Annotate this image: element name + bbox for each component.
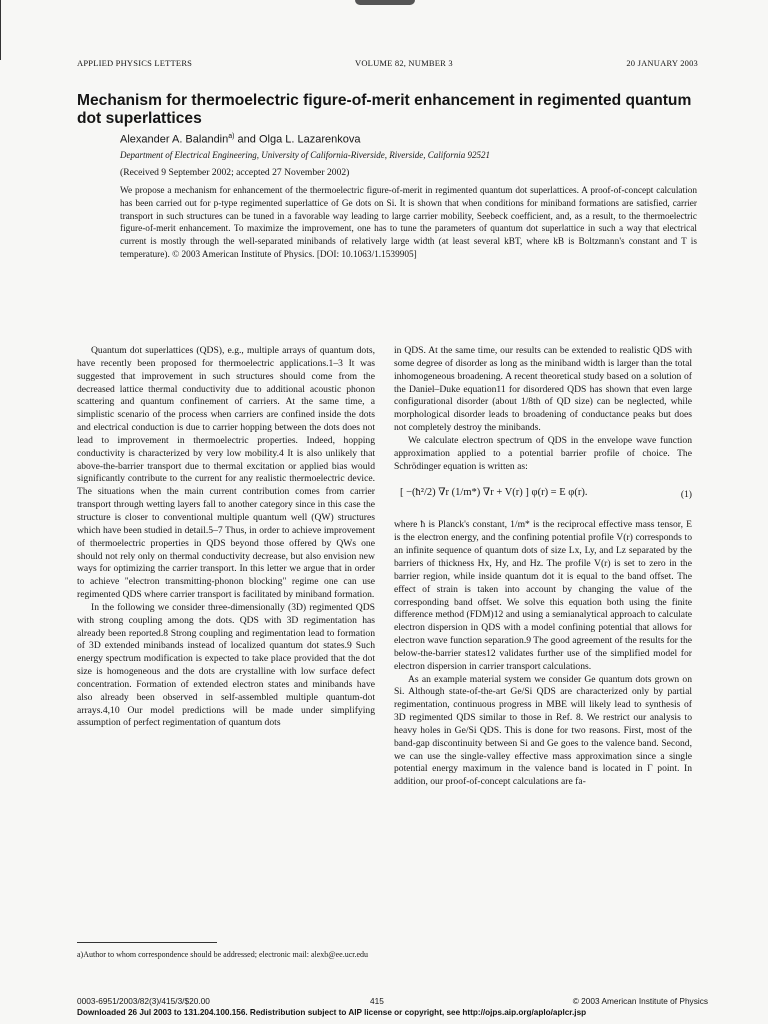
paragraph: Quantum dot superlattices (QDS), e.g., multiple arrays of quantum dots, have recently been proposed for thermoelectric applications.1–3 It was suggested that improvement in such structures should come from the decreased lattice thermal conductivity due to additional acoustic phonon scattering and quantum confinement of carriers. At the same time, a simplistic scenario of the process when carriers are confined inside the dots and electrical conduction is due to carrier hopping between the dots does not lead to improvement in thermoelectric properties. Indeed, hopping conductivity is characterized by very low mobility.4 It is also unlikely that above-the-barrier transport due to thermal excitation or applied bias would significantly contribute to the current for any realistic thermoelectric device. The situations when the main current contribution comes from carrier transport through wetting layers fall to another category since in this case the structure is closer to conventional multiple quantum well (QW) structures which have been studied in detail.5–7 Thus, in order to achieve improvement of thermoelectric properties in QDS beyond those offered by QWs one should not rely only on thermal conductivity decrease, but also envision new ways for optimizing the carrier transport. In this letter we argue that in order to achieve "electron transmitting-phonon blocking" regime one can use regimented QDS where carrier transport is facilitated by miniband formation. <box>77 345 375 601</box>
left-column <box>77 345 375 730</box>
paragraph: where ħ is Planck's constant, 1/m* is the reciprocal effective mass tensor, E is the electron energy, and the confining potential profile V(r) corresponds to an infinite sequence of quantum dots of size Lx, Ly, and Lz separated by the barriers of thickness Hx, Hy, and Hz. The profile V(r) is set to zero in the barrier region, while inside quantum dot it is equal to the band offset. The effect of strain is taken into account by changing the value of the corresponding band offset. We solve this equation both using the finite difference method (FDM)12 and using a semianalytical approach to calculate electron dispersion in QDS with a model confining potential that allows for electron wave function separation.9 The good agreement of the results for the below-the-barrier states12 validates further use of the simplified model for electron dispersion in carrier transport calculations. <box>394 519 692 672</box>
article-title: Mechanism for thermoelectric figure-of-merit enhancement in regimented quantum dot superlattices <box>77 92 692 127</box>
page-number: 415 <box>370 996 384 1006</box>
schrodinger-equation: [ −(ħ²/2) ∇r (1/m*) ∇r + V(r) ] φ(r) = E φ(r). <box>400 487 588 499</box>
copyright: © 2003 American Institute of Physics <box>572 996 708 1006</box>
issn-code: 0003-6951/2003/82(3)/415/3/$20.00 <box>77 996 210 1006</box>
scan-edge-line <box>0 0 1 60</box>
volume-number: VOLUME 82, NUMBER 3 <box>355 58 453 68</box>
affiliation: Department of Electrical Engineering, University of California-Riverside, Riverside, California 92521 <box>120 150 490 160</box>
footnote-divider <box>77 942 217 943</box>
equation-number: (1) <box>680 489 692 501</box>
paragraph: As an example material system we consider Ge quantum dots grown on Si. Although state-of-the-art Ge/Si QDS are characterized only by partial regimentation, continuous progress in MBE will likely lead to synthesis of 3D regimented QDS similar to those in Ref. 8. We restrict our analysis to heavy holes in Ge/Si QDS. This is done for two reasons. First, most of the band-gap discontinuity between Si and Ge goes to the valence band. Second, we can use the single-valley effective mass approximation since a single potential energy maximum in the valence band is located in Γ point. In addition, our proof-of-concept calculations are fa- <box>394 673 692 788</box>
paragraph: We calculate electron spectrum of QDS in the envelope wave function approximation applied to a potential barrier profile of choice. The Schrödinger equation is written as: <box>394 434 692 472</box>
author-footnote: a)Author to whom correspondence should be addressed; electronic mail: alexb@ee.ucr.edu <box>77 950 369 959</box>
author-line <box>120 133 360 146</box>
paragraph: in QDS. At the same time, our results can be extended to realistic QDS with some degree of disorder as long as the miniband width is larger than the total inhomogeneous broadening. A recent theoretical study based on a solution of the Daniel–Duke equation11 for disordered QDS has shown that even large configurational disorder (about 1/8th of QD size) can be neglected, while morphological disorder leads to broadening of conductance peaks but does not completely destroy the minibands. <box>394 345 692 434</box>
download-notice: Downloaded 26 Jul 2003 to 131.204.100.156. Redistribution subject to AIP license or copyright, see http://ojps.aip.org/aplo/aplcr.jsp <box>77 1008 587 1017</box>
journal-name: APPLIED PHYSICS LETTERS <box>77 58 193 68</box>
scan-artifact <box>355 0 415 5</box>
received-dates: (Received 9 September 2002; accepted 27 November 2002) <box>120 167 350 178</box>
author-footnote-mark: a) <box>228 133 235 140</box>
issue-date: 20 JANUARY 2003 <box>626 58 698 68</box>
right-column <box>394 345 692 789</box>
running-header <box>77 58 698 72</box>
abstract: We propose a mechanism for enhancement of the thermoelectric figure-of-merit in regimented quantum dot superlattices. A proof-of-concept calculation has been carried out for p-type regimented superlattice of Ge dots on Si. It is shown that when conditions for miniband formations are satisfied, carrier transport in such structures can be tuned in a favorable way leading to large carrier mobility, Seebeck coefficient, and, as a result, to the thermoelectric figure-of-merit enhancement. To maximize the improvement, one has to tune the parameters of quantum dot superlattice in such a way that electrical current is mostly through the well-separated minibands of relatively large width (at least several kBT, where kB is Boltzmann's constant and T is temperature). © 2003 American Institute of Physics. [DOI: 10.1063/1.1539905] <box>120 186 697 260</box>
paragraph: In the following we consider three-dimensionally (3D) regimented QDS with strong coupling among the dots. QDS with 3D regimentation has already been reported.8 Strong coupling and regimentation lead to formation of 3D extended minibands instead of localized quantum dot states.9 Such energy spectrum modification is expected to take place provided that the dot size is homogeneous and the dots are crystalline with low surface defect concentration. Formation of extended electron states and minibands have also already been observed in self-assembled multiple quantum-dot arrays.4,10 Our model predictions will be made under simplifying assumption of perfect regimentation of quantum dots <box>77 601 375 729</box>
author-rest: and Olga L. Lazarenkova <box>234 133 361 146</box>
equation-block <box>394 481 692 511</box>
author-first: Alexander A. Balandin <box>120 133 229 146</box>
